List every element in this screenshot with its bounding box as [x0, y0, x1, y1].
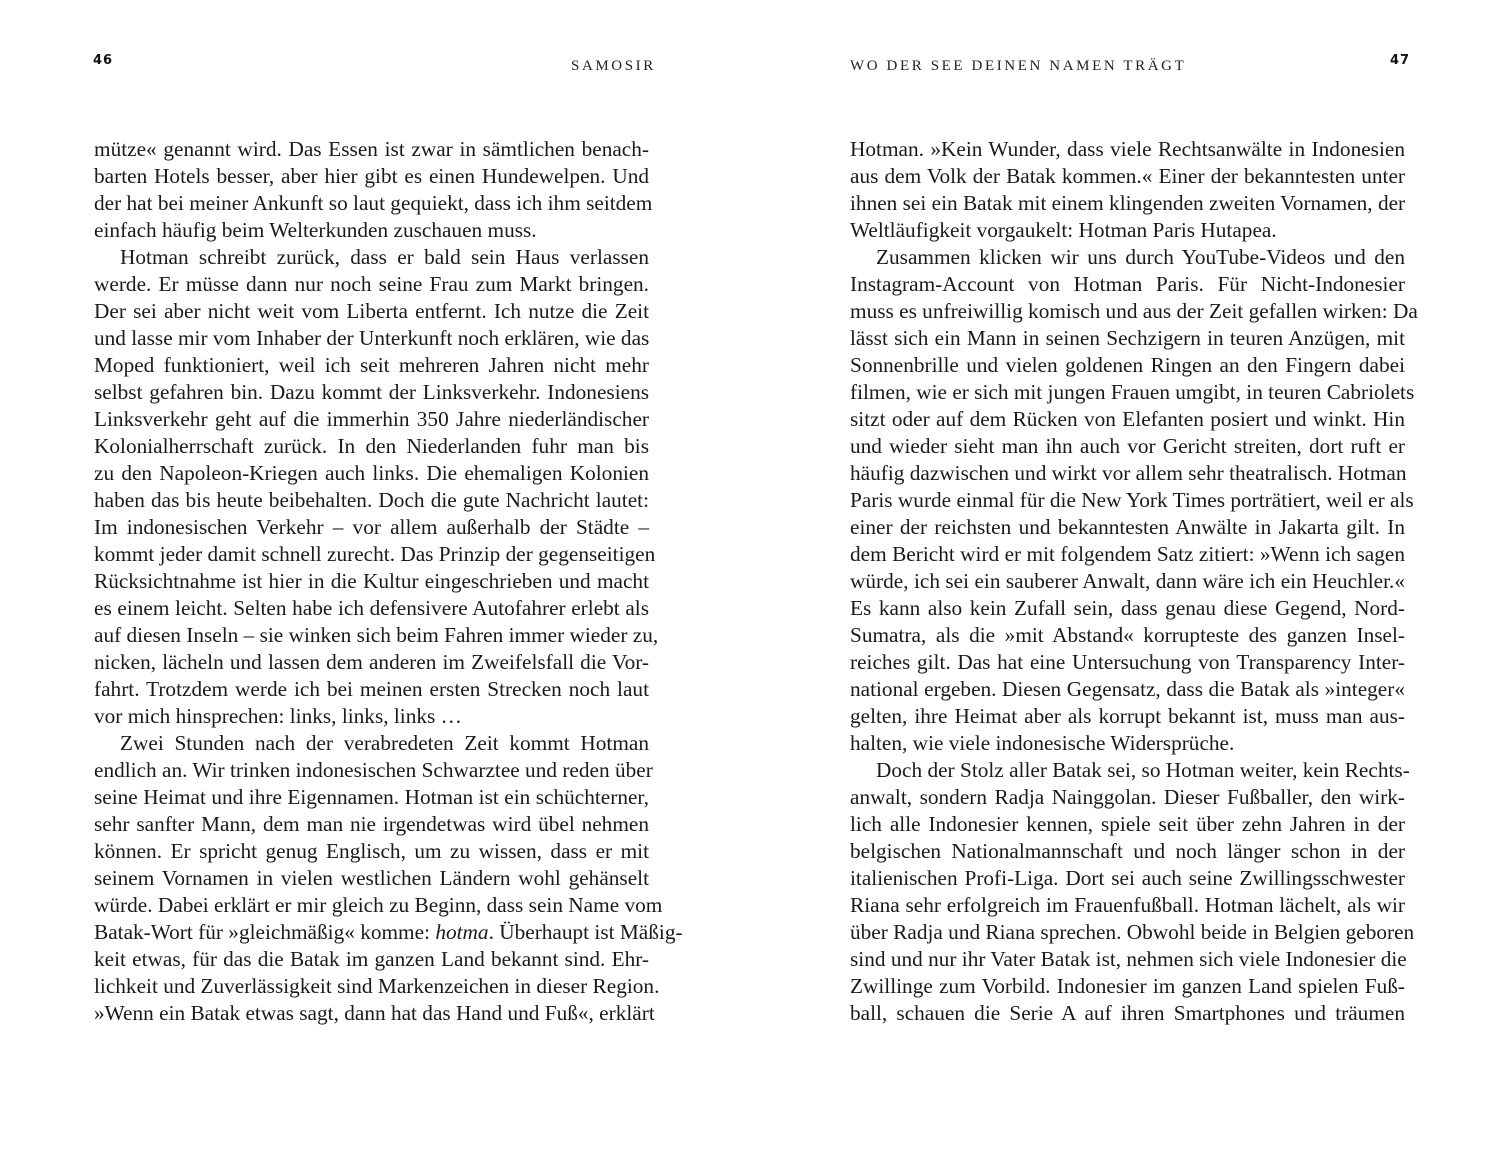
text-line: häufig dazwischen und wirkt vor allem sehr theatralisch. Hotman	[850, 461, 1407, 485]
italic-term: hotma	[435, 920, 489, 944]
text-line: mütze« genannt wird. Das Essen ist zwar in sämtlichen benach-	[94, 137, 649, 161]
text-line: italienischen Profi-Liga. Dort sei auch seine Zwillingsschwester	[850, 866, 1405, 890]
text-line: auf diesen Inseln – sie winken sich beim Fahren immer wieder zu,	[94, 623, 659, 647]
text-line: aus dem Volk der Batak kommen.« Einer der bekanntesten unter	[850, 164, 1405, 188]
text-line: und lasse mir vom Inhaber der Unterkunft noch erklären, wie das	[94, 326, 650, 350]
text-line: sitzt oder auf dem Rücken von Elefanten posiert und winkt. Hin	[850, 407, 1405, 431]
text-line: Es kann also kein Zufall sein, dass genau diese Gegend, Nord-	[850, 596, 1405, 620]
text-line: gelten, ihre Heimat aber als korrupt bekannt ist, muss man aus-	[850, 704, 1405, 728]
text-line: Weltläufigkeit vorgaukelt: Hotman Paris Hutapea.	[850, 218, 1277, 242]
text-line: Kolonialherrschaft zurück. In den Niederlanden fuhr man bis	[94, 434, 649, 458]
text-line: lichkeit und Zuverlässigkeit sind Markenzeichen in dieser Region.	[94, 974, 660, 998]
text-line: Der sei aber nicht weit vom Liberta entfernt. Ich nutze die Zeit	[94, 299, 649, 323]
text-line: ihnen sei ein Batak mit einem klingenden zweiten Vornamen, der	[850, 191, 1406, 215]
text-line: fahrt. Trotzdem werde ich bei meinen ersten Strecken noch laut	[94, 677, 649, 701]
text-line: barten Hotels besser, aber hier gibt es einen Hundewelpen. Und	[94, 164, 649, 188]
text-line: einer der reichsten und bekanntesten Anwälte in Jakarta gilt. In	[850, 515, 1405, 539]
text-line: Im indonesischen Verkehr – vor allem außerhalb der Städte –	[94, 515, 649, 539]
text-line: Hotman. »Kein Wunder, dass viele Rechtsanwälte in Indonesien	[850, 137, 1405, 161]
text-line: Zwei Stunden nach der verabredeten Zeit kommt Hotman	[120, 731, 649, 755]
page-number: 47	[1390, 53, 1411, 68]
text-line: sehr sanfter Mann, dem man nie irgendetwas wird übel nehmen	[94, 812, 649, 836]
text-line: national ergeben. Diesen Gegensatz, dass die Batak als »integer«	[850, 677, 1405, 701]
text-line: endlich an. Wir trinken indonesischen Schwarztee und reden über	[94, 758, 653, 782]
text-line: Moped funktioniert, weil ich seit mehreren Jahren nicht mehr	[94, 353, 649, 377]
text-line: Doch der Stolz aller Batak sei, so Hotman weiter, kein Rechts-	[876, 758, 1410, 782]
text-line: keit etwas, für das die Batak im ganzen Land bekannt sind. Ehr-	[94, 947, 649, 971]
text-line: nicken, lächeln und lassen dem anderen im Zweifelsfall die Vor-	[94, 650, 649, 674]
text-line: einfach häufig beim Welterkunden zuschauen muss.	[94, 218, 537, 242]
text-line: muss es unfreiwillig komisch und aus der Zeit gefallen wirken: Da	[850, 299, 1418, 323]
text-line: reiches gilt. Das hat eine Untersuchung von Transparency Inter-	[850, 650, 1405, 674]
text-line: kommt jeder damit schnell zurecht. Das Prinzip der gegenseitigen	[94, 542, 656, 566]
text-line: selbst gefahren bin. Dazu kommt der Linksverkehr. Indonesiens	[94, 380, 649, 404]
text-line: vor mich hinsprechen: links, links, links …	[94, 704, 462, 728]
body-text	[850, 136, 1418, 1027]
text-line: würde, ich sei ein sauberer Anwalt, dann wäre ich ein Heuchler.«	[850, 569, 1405, 593]
text-line: zu den Napoleon-Kriegen auch links. Die ehemaligen Kolonien	[94, 461, 649, 485]
text-line: lich alle Indonesier kennen, spiele seit über zehn Jahren in der	[850, 812, 1405, 836]
text-line: Riana sehr erfolgreich im Frauenfußball. Hotman lächelt, als wir	[850, 893, 1405, 917]
text-line: belgischen Nationalmannschaft und noch länger schon in der	[850, 839, 1405, 863]
text-line: Sumatra, als die »mit Abstand« korrupteste des ganzen Insel-	[850, 623, 1405, 647]
text-line: ball, schauen die Serie A auf ihren Smartphones und träumen	[850, 1001, 1405, 1025]
text-line: Sonnenbrille und vielen goldenen Ringen an den Fingern dabei	[850, 353, 1405, 377]
text-line: lässt sich ein Mann in seinen Sechzigern in teuren Anzügen, mit	[850, 326, 1405, 350]
text-line: halten, wie viele indonesische Widersprüche.	[850, 731, 1235, 755]
text-line: Zwillinge zum Vorbild. Indonesier im ganzen Land spielen Fuß-	[850, 974, 1405, 998]
text-line: seine Heimat und ihre Eigennamen. Hotman ist ein schüchterner,	[94, 785, 649, 809]
body-text	[94, 136, 683, 1027]
text-line: sind und nur ihr Vater Batak ist, nehmen sich viele Indonesier die	[850, 947, 1407, 971]
text-line: Instagram-Account von Hotman Paris. Für Nicht-Indonesier	[850, 272, 1405, 296]
text-line: Batak-Wort für »gleichmäßig« komme: hotma. Überhaupt ist Mäßig-	[94, 920, 683, 944]
text-line: Rücksichtnahme ist hier in die Kultur eingeschrieben und macht	[94, 569, 649, 593]
text-line: haben das bis heute beibehalten. Doch die gute Nachricht lautet:	[94, 488, 649, 512]
running-head: SAMOSIR	[571, 58, 656, 74]
right-page	[750, 0, 1500, 1167]
text-line: Zusammen klicken wir uns durch YouTube-Videos und den	[876, 245, 1405, 269]
text-line: der hat bei meiner Ankunft so laut gequiekt, dass ich ihm seitdem	[94, 191, 653, 215]
text-line: und wieder sieht man ihn auch vor Gericht streiten, dort ruft er	[850, 434, 1405, 458]
text-line: über Radja und Riana sprechen. Obwohl beide in Belgien geboren	[850, 920, 1415, 944]
text-line: »Wenn ein Batak etwas sagt, dann hat das Hand und Fuß«, erklärt	[94, 1001, 655, 1025]
text-line: filmen, wie er sich mit jungen Frauen umgibt, in teuren Cabriolets	[850, 380, 1415, 404]
text-line: es einem leicht. Selten habe ich defensivere Autofahrer erlebt als	[94, 596, 649, 620]
text-line: Hotman schreibt zurück, dass er bald sein Haus verlassen	[120, 245, 649, 269]
text-line: Paris wurde einmal für die New York Times porträtiert, weil er als	[850, 488, 1414, 512]
text-line: werde. Er müsse dann nur noch seine Frau zum Markt bringen.	[94, 272, 649, 296]
text-line: würde. Dabei erklärt er mir gleich zu Beginn, dass sein Name vom	[94, 893, 663, 917]
running-head: WO DER SEE DEINEN NAMEN TRÄGT	[850, 58, 1187, 74]
text-line: Linksverkehr geht auf die immerhin 350 Jahre niederländischer	[94, 407, 649, 431]
text-line: seinem Vornamen in vielen westlichen Ländern wohl gehänselt	[94, 866, 649, 890]
text-line: anwalt, sondern Radja Nainggolan. Dieser Fußballer, den wirk-	[850, 785, 1405, 809]
text-line: können. Er spricht genug Englisch, um zu wissen, dass er mit	[94, 839, 649, 863]
text-line: dem Bericht wird er mit folgendem Satz zitiert: »Wenn ich sagen	[850, 542, 1405, 566]
page-number: 46	[93, 53, 114, 68]
